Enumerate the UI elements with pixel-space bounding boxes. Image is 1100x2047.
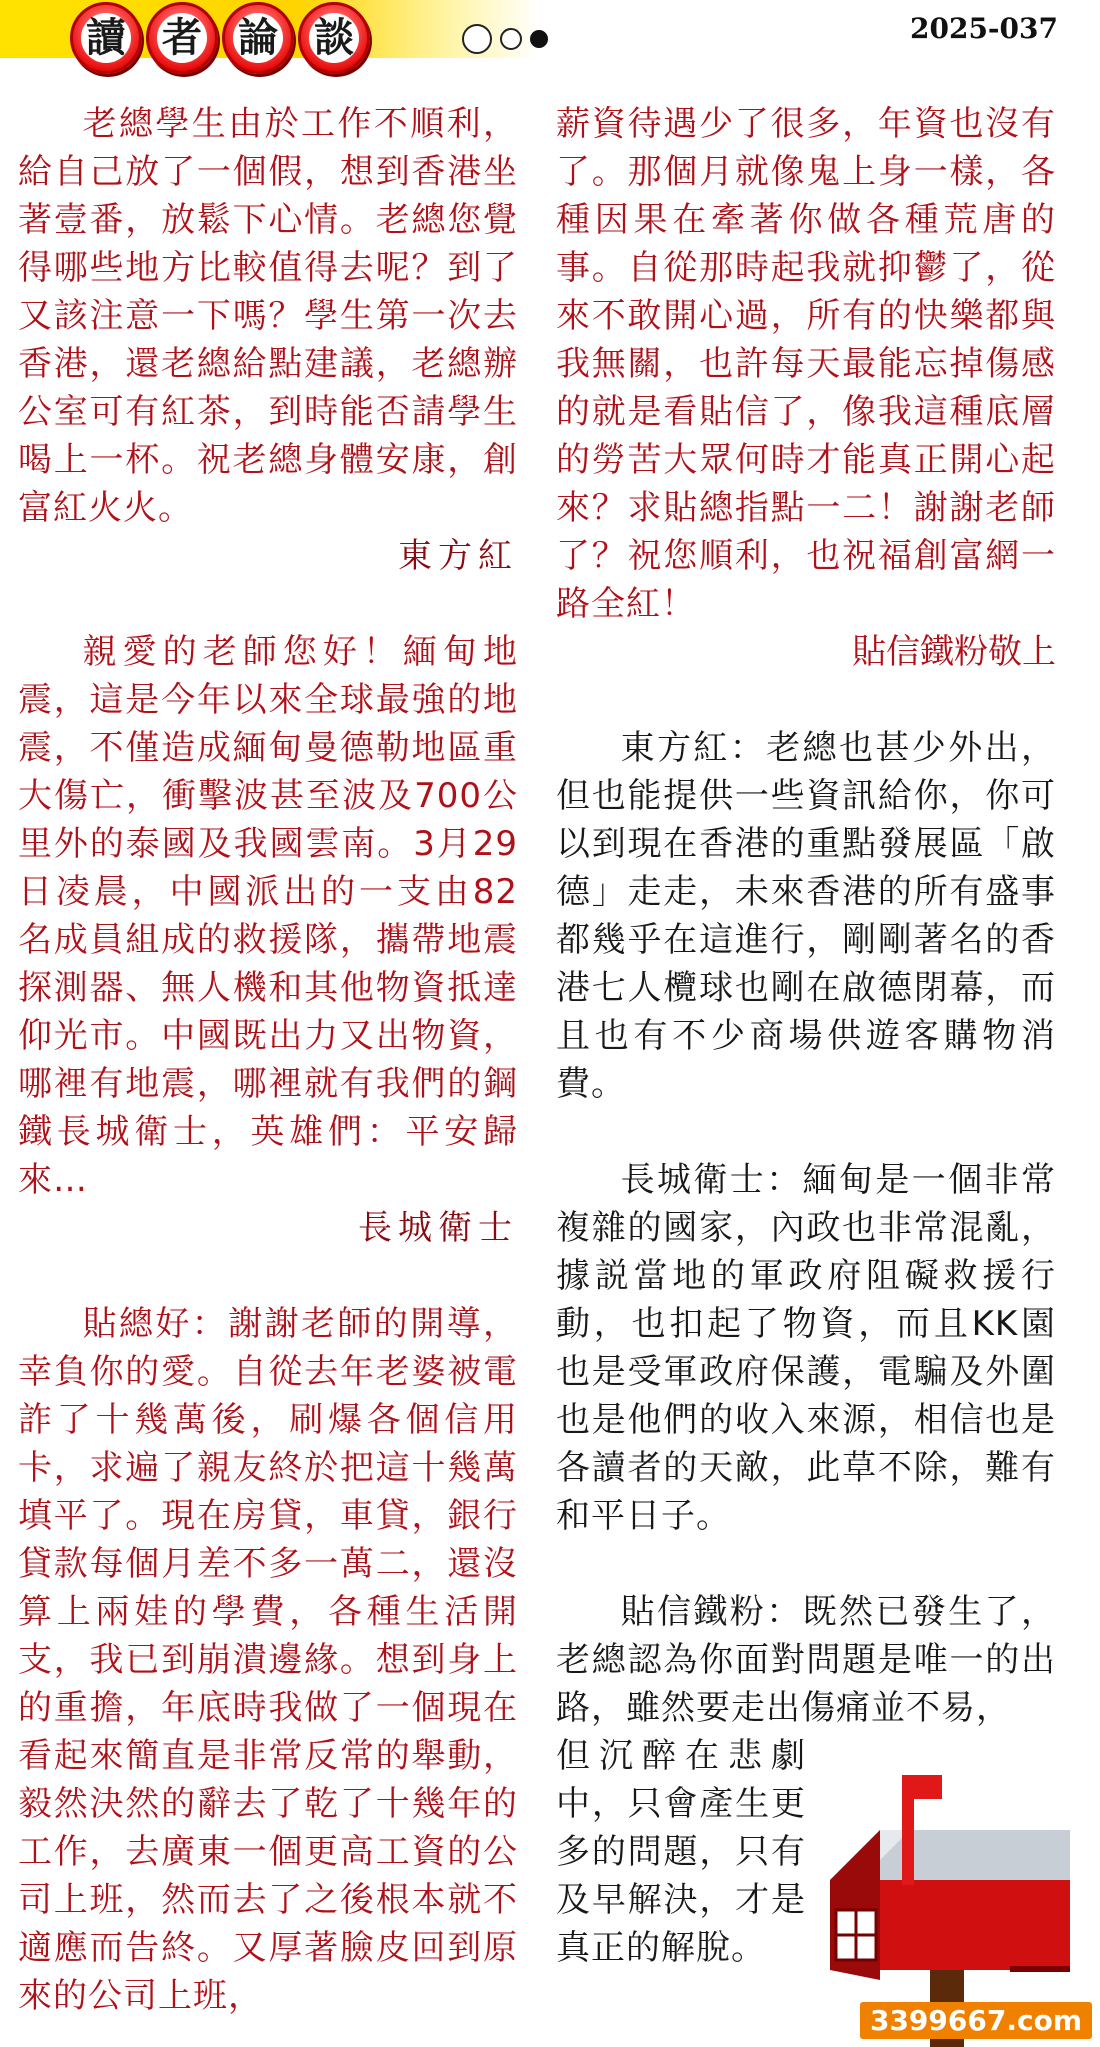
column-title xyxy=(70,2,370,80)
letter-tiexin-part1: 貼總好：謝謝老師的開導，幸負你的愛。自從去年老婆被電詐了十幾萬後，刷爆各個信用卡，求遍了親友終於把這十幾萬填平了。現在房貸，車貸，銀行貸款每個月差不多一萬二，還沒算上兩娃的學費，各種生活開支，我已到崩潰邊緣。想到身上的重擔，年底時我做了一個現在看起來簡直是非常反常的舉動，毅然決然的辭去了乾了十幾年的工作，去廣東一個更高工資的公司上班，然而去了之後根本就不適應而告終。又厚著臉皮回到原來的公司上班， xyxy=(18,1304,518,2016)
site-watermark: 3399667.com xyxy=(860,2002,1092,2039)
title-char-1: 讀 xyxy=(81,13,131,63)
letter-tiexin-part2: 薪資待遇少了很多，年資也沒有了。那個月就像鬼上身一樣，各種因果在牽著你做各種荒唐的事。自從那時起我就抑鬱了，從來不敢開心過，所有的快樂都與我無關，也許每天最能忘掉傷感的就是看貼信了，像我這種底層的勞苦大眾何時才能真正開心起來？求貼總指點一二！謝謝老師了？祝您順利，也祝福創富網一路全紅！ xyxy=(556,104,1056,624)
decorative-dots xyxy=(462,24,548,54)
column-header xyxy=(0,0,1100,78)
issue-number: 2025-037 xyxy=(910,12,1058,45)
title-badge-1 xyxy=(70,2,142,74)
signature-tiexin: 貼信鐵粉敬上 xyxy=(852,632,1056,672)
title-char-4: 談 xyxy=(309,13,359,63)
signature-changcheng: 長城衛士 xyxy=(358,1208,518,1248)
reply-dongfanghong: 東方紅：老總也甚少外出，但也能提供一些資訊給你，你可以到現在香港的重點發展區「啟德」走走，未來香港的所有盛事都幾乎在這進行，剛剛著名的香港七人欖球也剛在啟德閉幕，而且也有不少商場供遊客購物消費。 xyxy=(556,728,1056,1104)
letter-dongfanghong: 老總學生由於工作不順利，給自己放了一個假，想到香港坐著壹番，放鬆下心情。老總您覺得哪些地方比較值得去呢？到了又該注意一下嗎？學生第一次去香港，還老總給點建議，老總辦公室可有紅茶，到時能否請學生喝上一杯。祝老總身體安康，創富紅火火。 xyxy=(18,104,518,528)
right-column xyxy=(556,100,1056,1972)
title-char-2: 者 xyxy=(157,13,207,63)
title-badge-4 xyxy=(298,2,370,74)
circle-large-icon xyxy=(462,24,492,54)
signature-dongfanghong: 東方紅 xyxy=(398,536,518,576)
letter-changcheng: 親愛的老師您好！緬甸地震，這是今年以來全球最強的地震，不僅造成緬甸曼德勒地區重大傷亡，衝擊波甚至波及700公里外的泰國及我國雲南。3月29日凌晨，中國派出的一支由82名成員組成的救援隊，攜帶地震探測器、無人機和其他物資抵達仰光市。中國既出力又出物資，哪裡有地震，哪裡就有我們的鋼鐵長城衛士，英雄們：平安歸來… xyxy=(18,632,518,1200)
title-badge-2 xyxy=(146,2,218,74)
circle-medium-icon xyxy=(500,28,522,50)
title-char-3: 論 xyxy=(233,13,283,63)
circle-filled-icon xyxy=(530,30,548,48)
left-column xyxy=(18,100,518,2020)
title-badge-3 xyxy=(222,2,294,74)
reply-tiexin-cont: 但沉醉在悲劇中，只會產生更多的問題，只有及早解決，才是真正的解脫。 xyxy=(556,1736,806,1968)
reply-tiexin: 貼信鐵粉：既然已發生了，老總認為你面對問題是唯一的出路，雖然要走出傷痛並不易， xyxy=(556,1592,1056,1728)
reply-changcheng: 長城衛士：緬甸是一個非常複雜的國家，內政也非常混亂，據説當地的軍政府阻礙救援行動，也扣起了物資，而且KK園也是受軍政府保護，電騙及外圍也是他們的收入來源，相信也是各讀者的天敵，此草不除，難有和平日子。 xyxy=(556,1160,1056,1536)
